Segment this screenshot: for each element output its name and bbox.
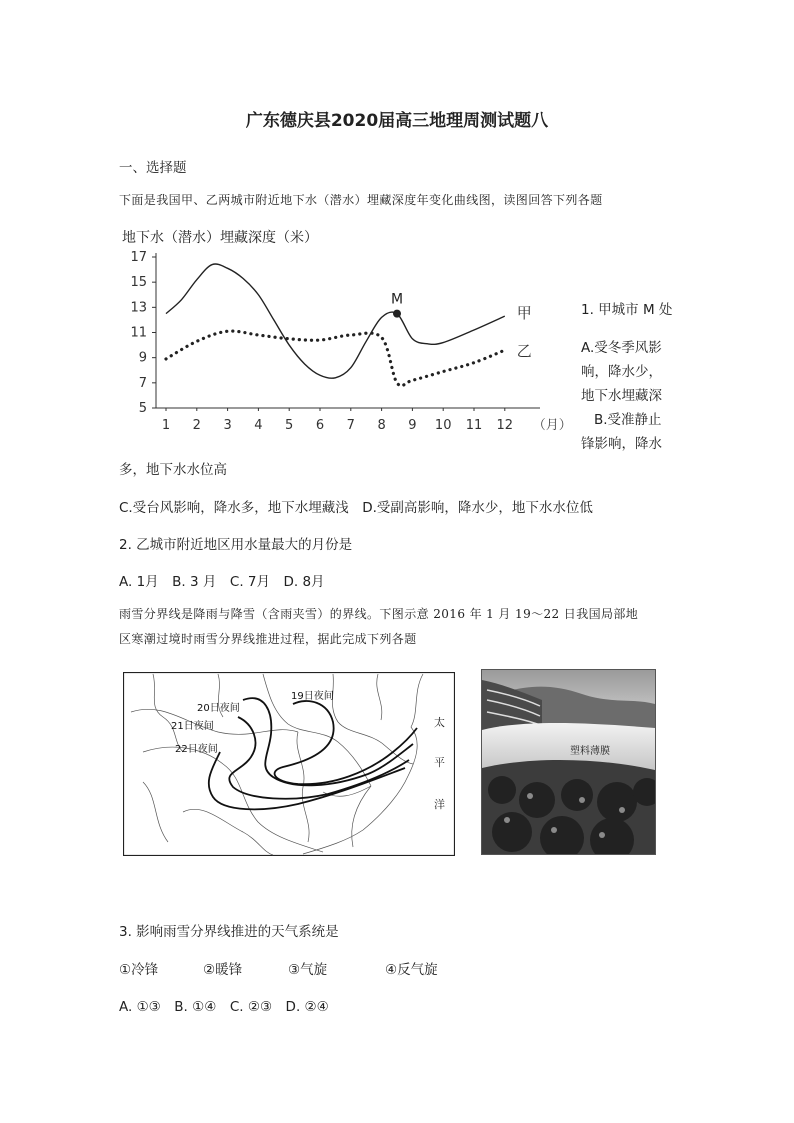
question-3: 3. 影响雨雪分界线推进的天气系统是 xyxy=(119,924,339,940)
groundwater-chart xyxy=(110,222,580,447)
x-tick-label: 6 xyxy=(315,418,325,433)
q2-options: A. 1月 B. 3 月 C. 7月 D. 8月 xyxy=(119,574,325,590)
q3-choice: ④反气旋 xyxy=(385,962,438,978)
x-tick-label: 1 xyxy=(161,418,171,433)
q1-continuation: 多，地下水水位高 xyxy=(119,462,227,478)
ocean-label: 太 xyxy=(434,716,445,729)
x-tick-label: 11 xyxy=(465,418,483,433)
q1-line: 1. 甲城市 M 处 xyxy=(581,302,673,318)
q1-line: B.受准静止 xyxy=(594,412,662,428)
series-label: 甲 xyxy=(516,304,532,323)
label-22: 22日夜间 xyxy=(175,744,218,755)
intro-text-2a: 雨雪分界线是降雨与降雪（含雨夹雪）的界线。下图示意 2016 年 1 月 19～22 日我国局部地 xyxy=(119,607,639,621)
photo-label: 塑料薄膜 xyxy=(570,746,610,757)
q1-line: 响，降水少， xyxy=(581,364,662,380)
q3-choice: ②暖锋 xyxy=(203,962,243,978)
q3-options: A. ①③ B. ①④ C. ②③ D. ②④ xyxy=(119,999,329,1015)
q1-line: 锋影响，降水 xyxy=(581,436,662,452)
page-title: 广东德庆县2020届高三地理周测试题八 xyxy=(245,111,549,131)
ocean-label: 平 xyxy=(434,756,445,769)
photo-drawing xyxy=(482,670,655,854)
point-m xyxy=(393,310,401,318)
q1-line: 地下水埋藏深 xyxy=(581,388,662,404)
map-frame xyxy=(124,673,455,856)
question-2: 2. 乙城市附近地区用水量最大的月份是 xyxy=(119,537,353,553)
y-tick-label: 9 xyxy=(138,350,147,366)
x-tick-label: 2 xyxy=(192,418,201,433)
chart-series xyxy=(166,264,505,386)
plastic-film-photo xyxy=(481,669,656,855)
q3-choice: ①冷锋 xyxy=(119,962,159,978)
x-tick-label: 4 xyxy=(254,418,263,433)
intro-text-2b: 区寒潮过境时雨雪分界线推进过程，据此完成下列各题 xyxy=(119,632,417,646)
x-tick-label: 12 xyxy=(496,418,514,433)
y-tick-label: 5 xyxy=(138,401,147,416)
x-tick-label: 8 xyxy=(377,418,386,433)
q3-choice: ③气旋 xyxy=(288,962,328,978)
label-21: 21日夜间 xyxy=(171,721,214,732)
series-line-甲 xyxy=(166,264,505,378)
point-m-label: M xyxy=(391,291,404,308)
x-tick-label: 9 xyxy=(408,418,417,433)
label-19: 19日夜间 xyxy=(291,691,334,702)
section-heading: 一、选择题 xyxy=(119,160,187,176)
y-tick-label: 7 xyxy=(138,375,147,391)
x-tick-label: 7 xyxy=(346,418,355,433)
ocean-label: 洋 xyxy=(434,798,445,811)
y-tick-label: 15 xyxy=(130,275,147,291)
q1-line: A.受冬季风影 xyxy=(581,340,662,356)
x-tick-label: 3 xyxy=(223,418,232,433)
y-tick-label: 11 xyxy=(130,325,147,341)
series-label: 乙 xyxy=(516,342,532,361)
x-tick-label: 10 xyxy=(434,418,452,433)
label-20: 20日夜间 xyxy=(197,703,240,714)
x-tick-label: 5 xyxy=(285,418,294,433)
q1-options-cd: C.受台风影响，降水多，地下水埋藏浅 D.受副高影响，降水少，地下水水位低 xyxy=(119,500,593,516)
x-unit-label: （月） xyxy=(532,418,572,433)
question-1-side xyxy=(581,298,681,456)
y-tick-label: 17 xyxy=(130,250,147,265)
rain-snow-map xyxy=(123,672,455,856)
y-tick-label: 13 xyxy=(130,300,147,316)
chart-title: 地下水（潜水）埋藏深度（米） xyxy=(122,230,318,246)
intro-text-1: 下面是我国甲、乙两城市附近地下水（潜水）埋藏深度年变化曲线图，读图回答下列各题 xyxy=(119,193,603,207)
chart-axes xyxy=(152,253,540,411)
